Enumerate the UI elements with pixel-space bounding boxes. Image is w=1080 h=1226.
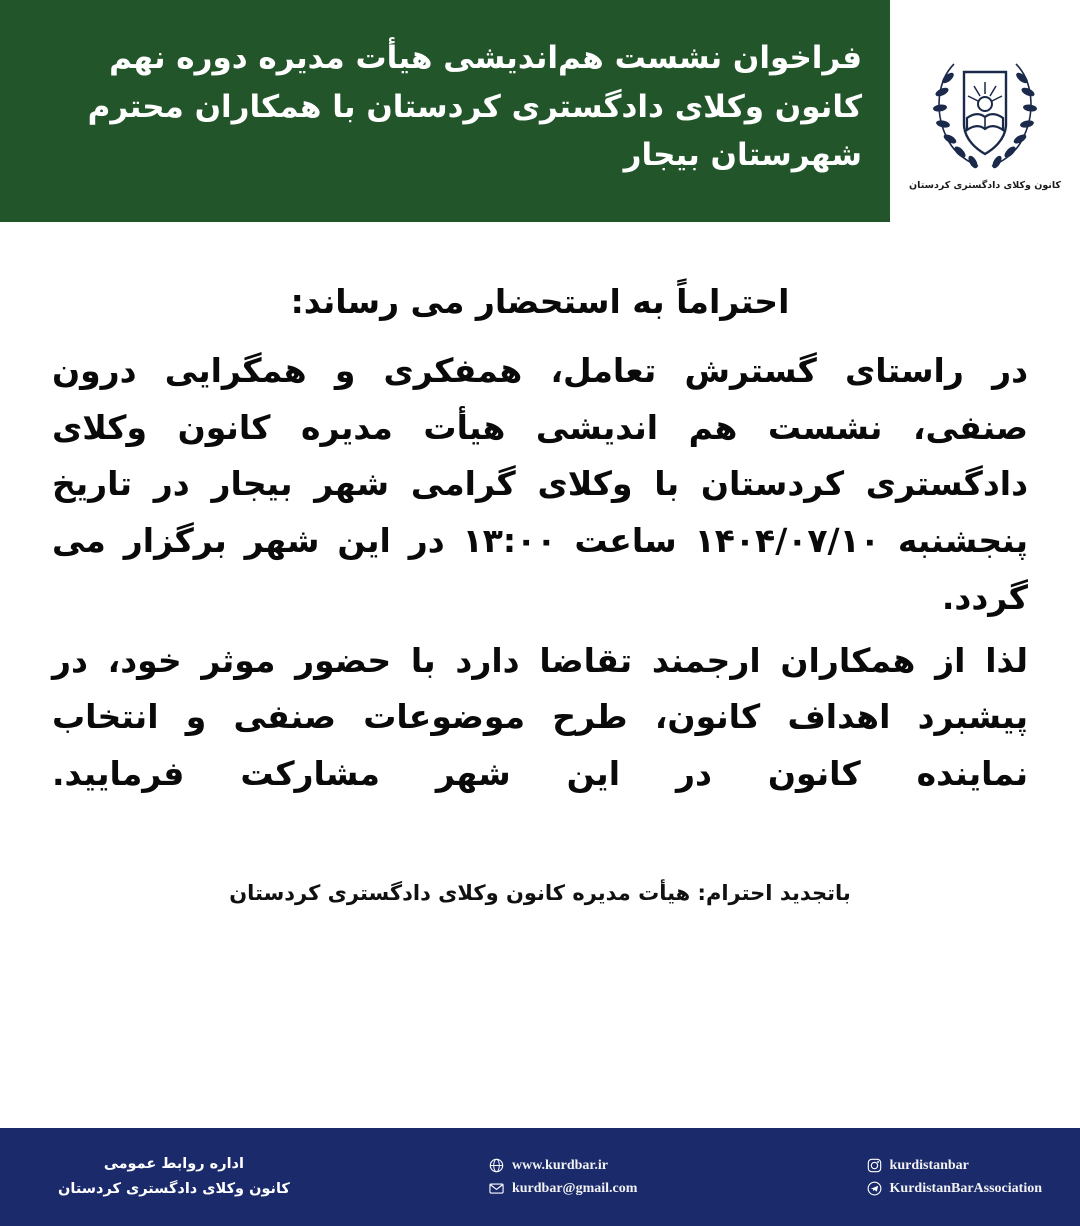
body-paragraph-1: در راستای گسترش تعامل، همفکری و همگرایی درون صنفی، نشست هم اندیشی هیأت مدیره کانون وکلای دادگستری کردستان با وکلای گرامی شهر بیجار در تاریخ پنجشنبه ۱۴۰۴/۰۷/۱۰ ساعت ۱۳:۰۰ در این شهر برگزار می گردد. (52, 350, 1029, 617)
logo-block (890, 0, 1080, 222)
footer-organization (38, 1152, 290, 1201)
footer-org-line-2: کانون وکلای دادگستری کردستان (58, 1181, 290, 1197)
page-title: فراخوان نشست هم‌اندیشی هیأت مدیره دوره نهم کانون وکلای دادگستری کردستان با همکاران محترم شهرستان بیجار (87, 39, 862, 174)
telegram-icon (867, 1181, 882, 1196)
footer-website-text: www.kurdbar.ir (511, 1157, 608, 1173)
poster-header (0, 0, 1080, 222)
footer-instagram-text: kurdistanbar (889, 1157, 969, 1173)
signature-line: باتجدید احترام: هیأت مدیره کانون وکلای دادگستری کردستان (229, 880, 851, 905)
footer-social-group (867, 1158, 1042, 1197)
header-banner (0, 0, 890, 222)
footer-contact-group (489, 1158, 637, 1197)
footer-telegram-row[interactable] (867, 1181, 1042, 1197)
body-lead: احتراماً به استحضار می رساند: (290, 282, 790, 321)
bar-association-logo-icon (924, 38, 1046, 178)
logo-caption: کانون وکلای دادگستری کردستان (909, 179, 1061, 191)
instagram-icon (867, 1158, 882, 1173)
footer-org-line-1: اداره روابط عمومی (103, 1156, 244, 1173)
footer-instagram-row[interactable] (867, 1158, 1042, 1174)
footer-website-row[interactable] (489, 1158, 637, 1174)
footer-email-text: kurdbar@gmail.com (511, 1180, 638, 1196)
footer-email-row[interactable] (489, 1181, 637, 1197)
poster-footer (0, 1128, 1080, 1226)
poster-body (0, 222, 1080, 905)
footer-telegram-text: KurdistanBarAssociation (889, 1180, 1042, 1196)
envelope-icon (489, 1181, 504, 1196)
body-paragraph-2: لذا از همکاران ارجمند تقاضا دارد با حضور موثر خود، در پیشبرد اهداف کانون، طرح موضوعات صنفی و انتخاب نماینده کانون در این شهر مشارکت فرمایید. (52, 640, 1028, 793)
globe-icon (489, 1158, 504, 1173)
